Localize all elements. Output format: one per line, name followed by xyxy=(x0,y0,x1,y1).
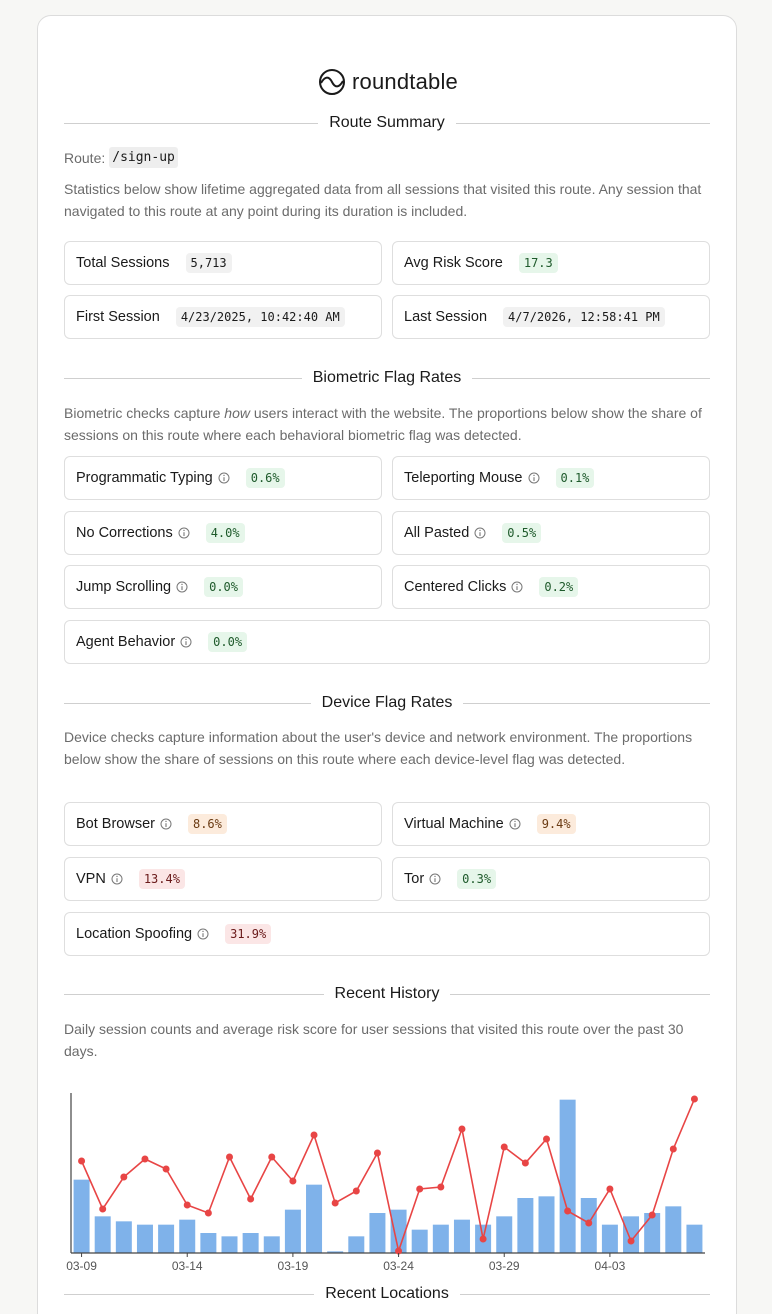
section-title: Route Summary xyxy=(329,114,445,131)
divider xyxy=(64,994,324,995)
roundtable-logo-icon xyxy=(318,68,346,96)
risk-point-03-10 xyxy=(99,1206,106,1213)
bar-04-03 xyxy=(602,1225,618,1253)
info-icon[interactable] xyxy=(528,472,540,484)
flag-value: 0.6% xyxy=(246,468,285,488)
risk-point-03-12 xyxy=(141,1156,148,1163)
risk-point-03-28 xyxy=(480,1236,487,1243)
flag-value: 31.9% xyxy=(225,924,271,944)
flag-all-pasted xyxy=(392,511,710,555)
info-icon[interactable] xyxy=(178,527,190,539)
flag-value: 9.4% xyxy=(537,814,576,834)
x-tick-label: 03-29 xyxy=(488,1259,520,1273)
stat-label: First Session xyxy=(76,309,160,325)
divider xyxy=(64,703,311,704)
info-icon[interactable] xyxy=(429,873,441,885)
risk-point-03-25 xyxy=(416,1186,423,1193)
section-title: Recent Locations xyxy=(325,1285,449,1302)
flag-tor xyxy=(392,857,710,901)
x-tick-label: 03-14 xyxy=(171,1259,203,1273)
flag-label: Teleporting Mouse xyxy=(404,470,523,486)
flag-virtual-machine xyxy=(392,802,710,846)
divider xyxy=(463,703,710,704)
bar-03-19 xyxy=(285,1210,301,1253)
section-recent-history xyxy=(64,985,710,1003)
divider xyxy=(456,123,710,124)
brand-name: roundtable xyxy=(352,69,458,94)
risk-point-03-23 xyxy=(374,1150,381,1157)
flag-bot-browser xyxy=(64,802,382,846)
flag-no-corrections xyxy=(64,511,382,555)
flag-centered-clicks xyxy=(392,565,710,609)
flag-label: Tor xyxy=(404,871,425,887)
bar-03-12 xyxy=(137,1225,153,1253)
stat-last-session xyxy=(392,295,710,339)
bar-03-24 xyxy=(391,1210,407,1253)
section-route-summary xyxy=(64,114,710,132)
flag-value: 0.0% xyxy=(208,632,247,652)
risk-point-03-09 xyxy=(78,1158,85,1165)
bar-04-07 xyxy=(686,1225,702,1253)
bar-03-10 xyxy=(95,1216,111,1253)
route-summary-card xyxy=(37,15,737,1314)
info-icon[interactable] xyxy=(160,818,172,830)
section-title: Device Flag Rates xyxy=(321,694,453,711)
bar-03-16 xyxy=(222,1236,238,1253)
flag-agent-behavior xyxy=(64,620,710,664)
route-label: Route: xyxy=(64,149,106,166)
flag-label: Virtual Machine xyxy=(404,816,504,832)
history-chart xyxy=(64,1076,710,1276)
bar-03-22 xyxy=(348,1236,364,1253)
divider xyxy=(450,994,710,995)
info-icon[interactable] xyxy=(176,581,188,593)
flag-value: 0.5% xyxy=(502,523,541,543)
divider xyxy=(472,378,710,379)
risk-point-03-15 xyxy=(205,1210,212,1217)
bar-03-14 xyxy=(179,1220,195,1253)
stat-avg-risk-score xyxy=(392,241,710,285)
risk-point-03-21 xyxy=(332,1200,339,1207)
flag-label: Agent Behavior xyxy=(76,634,176,650)
stat-label: Avg Risk Score xyxy=(404,255,503,271)
flag-label: Centered Clicks xyxy=(404,579,507,595)
section-device-flag-rates xyxy=(64,694,710,712)
info-icon[interactable] xyxy=(511,581,523,593)
bar-04-06 xyxy=(665,1206,681,1253)
bar-03-31 xyxy=(539,1196,555,1253)
risk-point-04-07 xyxy=(691,1096,698,1103)
divider xyxy=(64,1294,314,1295)
device-description: Device checks capture information about the user's device and network environment. The proportions below show the share of sessions on this route where each device-level flag was detected. xyxy=(64,729,693,767)
risk-point-03-14 xyxy=(184,1202,191,1209)
risk-point-04-03 xyxy=(606,1186,613,1193)
risk-point-04-01 xyxy=(564,1208,571,1215)
x-tick-label: 03-24 xyxy=(383,1259,414,1273)
bar-03-29 xyxy=(496,1216,512,1253)
flag-value: 8.6% xyxy=(188,814,227,834)
bar-03-26 xyxy=(433,1225,449,1253)
risk-point-03-30 xyxy=(522,1160,529,1167)
risk-point-03-16 xyxy=(226,1154,233,1161)
risk-point-03-18 xyxy=(268,1154,275,1161)
route-line xyxy=(64,147,178,168)
info-icon[interactable] xyxy=(197,928,209,940)
stat-value: 17.3 xyxy=(519,253,558,273)
risk-point-04-06 xyxy=(670,1146,677,1153)
stat-value: 5,713 xyxy=(186,253,232,273)
risk-point-03-26 xyxy=(437,1184,444,1191)
bar-03-17 xyxy=(243,1233,259,1253)
flag-label: Programmatic Typing xyxy=(76,470,213,486)
section-title: Biometric Flag Rates xyxy=(312,369,462,386)
flag-label: Bot Browser xyxy=(76,816,155,832)
bar-03-15 xyxy=(200,1233,216,1253)
stat-label: Total Sessions xyxy=(76,255,170,271)
x-tick-label: 04-03 xyxy=(594,1259,626,1273)
route-value: /sign-up xyxy=(109,147,178,168)
flag-teleporting-mouse xyxy=(392,456,710,500)
risk-point-03-20 xyxy=(311,1132,318,1139)
risk-point-03-29 xyxy=(501,1144,508,1151)
history-description: Daily session counts and average risk score for user sessions that visited this route over the past 30 days. xyxy=(64,1021,684,1059)
flag-programmatic-typing xyxy=(64,456,382,500)
stat-first-session xyxy=(64,295,382,339)
risk-point-04-04 xyxy=(628,1238,635,1245)
flag-value: 0.1% xyxy=(556,468,595,488)
stat-total-sessions xyxy=(64,241,382,285)
flag-label: No Corrections xyxy=(76,525,173,541)
bar-03-27 xyxy=(454,1220,470,1253)
bar-04-05 xyxy=(644,1213,660,1253)
risk-point-04-02 xyxy=(585,1220,592,1227)
risk-point-04-05 xyxy=(649,1212,656,1219)
info-icon[interactable] xyxy=(111,873,123,885)
biometric-description: Biometric checks capture how users interact with the website. The proportions below show the share of sessions on this route where each behavioral biometric flag was detected. xyxy=(64,405,702,443)
stat-label: Last Session xyxy=(404,309,488,325)
x-tick-label: 03-09 xyxy=(66,1259,97,1273)
bar-03-13 xyxy=(158,1225,174,1253)
risk-point-03-22 xyxy=(353,1188,360,1195)
stat-value: 4/7/2026, 12:58:41 PM xyxy=(503,307,665,327)
risk-point-03-17 xyxy=(247,1196,254,1203)
bar-03-11 xyxy=(116,1221,132,1253)
section-title: Recent History xyxy=(334,985,440,1002)
risk-point-03-13 xyxy=(163,1166,170,1173)
info-icon[interactable] xyxy=(180,636,192,648)
divider xyxy=(64,123,318,124)
bar-03-09 xyxy=(74,1180,90,1253)
info-icon[interactable] xyxy=(509,818,521,830)
bar-03-20 xyxy=(306,1185,322,1253)
bar-04-01 xyxy=(560,1100,576,1253)
info-icon[interactable] xyxy=(218,472,230,484)
flag-jump-scrolling xyxy=(64,565,382,609)
stat-value: 4/23/2025, 10:42:40 AM xyxy=(176,307,345,327)
bar-03-23 xyxy=(369,1213,385,1253)
flag-value: 0.0% xyxy=(204,577,243,597)
flag-location-spoofing xyxy=(64,912,710,956)
info-icon[interactable] xyxy=(474,527,486,539)
flag-vpn xyxy=(64,857,382,901)
risk-point-03-27 xyxy=(458,1126,465,1133)
bar-03-25 xyxy=(412,1230,428,1253)
risk-point-03-11 xyxy=(120,1174,127,1181)
section-recent-locations xyxy=(64,1285,710,1303)
flag-value: 0.3% xyxy=(457,869,496,889)
flag-value: 4.0% xyxy=(206,523,245,543)
flag-value: 13.4% xyxy=(139,869,185,889)
divider xyxy=(460,1294,710,1295)
route-summary-description: Statistics below show lifetime aggregated data from all sessions that visited this route. Any session that navigated to this route at any point during its duration is included. xyxy=(64,181,702,219)
risk-point-03-19 xyxy=(289,1178,296,1185)
bar-03-18 xyxy=(264,1236,280,1253)
section-biometric-flag-rates xyxy=(64,369,710,387)
flag-label: Location Spoofing xyxy=(76,926,193,942)
bar-03-30 xyxy=(517,1198,533,1253)
flag-label: Jump Scrolling xyxy=(76,579,172,595)
logo xyxy=(38,68,738,96)
divider xyxy=(64,378,302,379)
x-tick-label: 03-19 xyxy=(277,1259,309,1273)
flag-value: 0.2% xyxy=(539,577,578,597)
flag-label: VPN xyxy=(76,871,106,887)
risk-point-03-31 xyxy=(543,1136,550,1143)
flag-label: All Pasted xyxy=(404,525,470,541)
